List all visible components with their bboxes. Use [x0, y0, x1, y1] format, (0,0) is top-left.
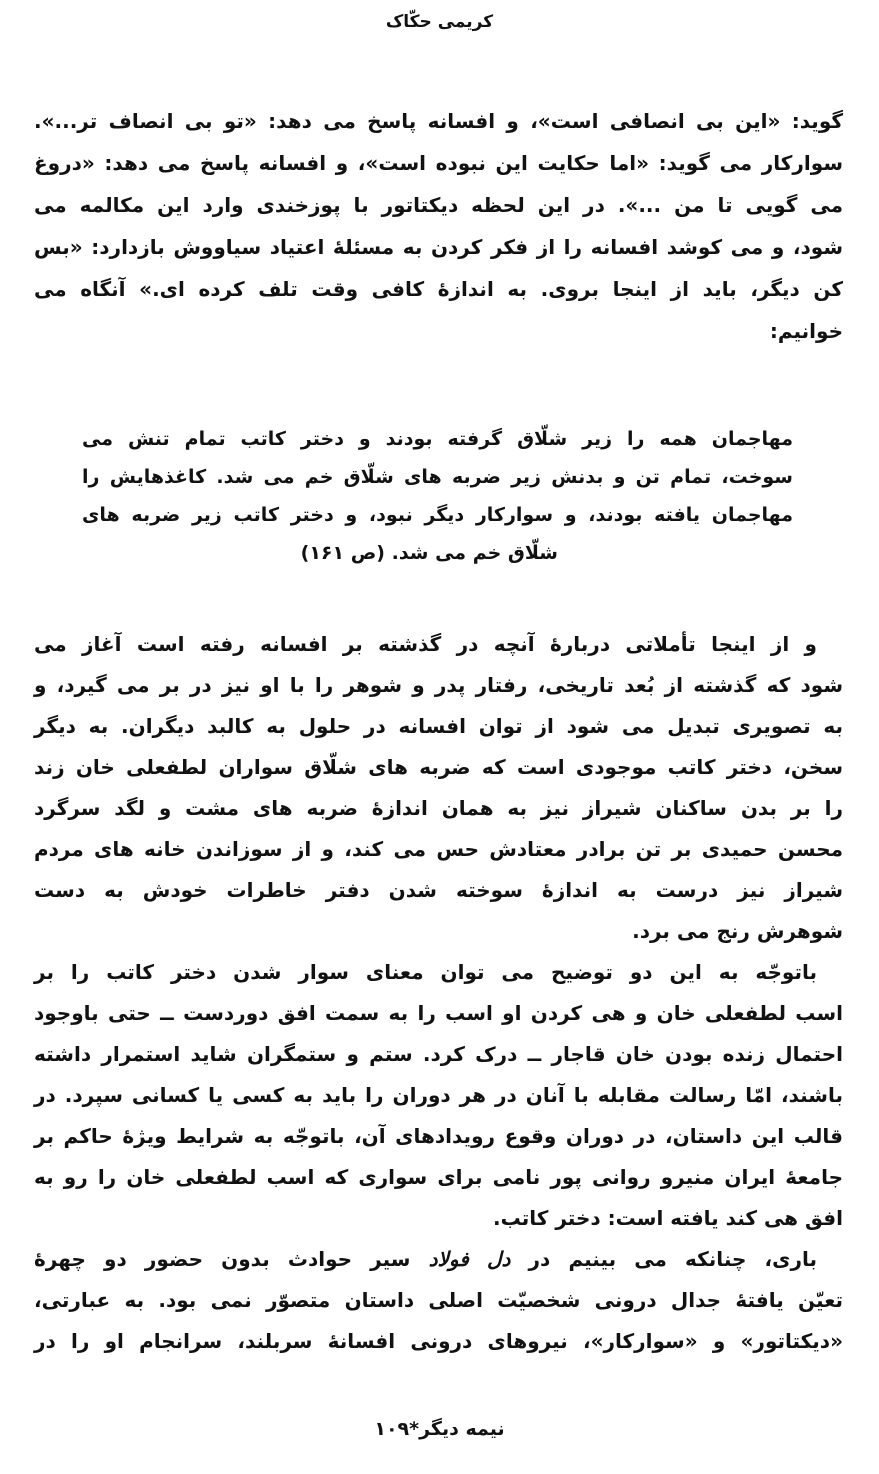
text-line: و از اینجا تأملاتی دربارهٔ آنچه در گذشته بر افسانه رفته است آغاز می [34, 632, 817, 656]
text-line: شیراز نیز درست به اندازهٔ سوخته شدن دفتر خاطرات خودش به دست [34, 878, 843, 902]
paragraph-4 [34, 1239, 843, 1362]
text-line: احتمال زنده بودن خان قاجار ــ درک کرد. ستم و ستمگران شاید استمرار داشته [34, 1042, 843, 1066]
text-line: سوارکار می گوید: «اما حکایت این نبوده است»، و افسانه پاسخ می دهد: «دروغ [34, 151, 843, 175]
text-line: خوانیم: [769, 319, 843, 343]
journal-footer-page-number: نیمه دیگر*۱۰۹ [374, 1418, 505, 1440]
paragraph-1 [34, 100, 843, 352]
text-line: شود که گذشته از بُعد تاریخی، رفتار پدر و شوهر را با او نیز در بر می گیرد، و [34, 673, 843, 697]
text-line: «دیکتاتور» و «سوارکار»، نیروهای درونی افسانهٔ سربلند، سرانجام او را در [34, 1329, 843, 1353]
text-line: سخن، دختر کاتب موجودی است که ضربه های شلّاق سواران لطفعلی خان زند [34, 755, 843, 779]
text-line: باتوجّه به این دو توضیح می توان معنای سوار شدن دختر کاتب را بر [34, 960, 817, 984]
text-line: به تصویری تبدیل می شود از توان افسانه در حلول به کالبد دیگران. به دیگر [34, 714, 843, 738]
text-line: اسب لطفعلی خان و هی کردن او اسب را به سمت افق دوردست ــ حتی باوجود [34, 1001, 843, 1025]
text-line: کن دیگر، باید از اینجا بروی. به اندازهٔ کافی وقت تلف کرده ای.» آنگاه می [34, 277, 843, 301]
text-line: تعیّن یافتهٔ جدال درونی شخصیّت اصلی داستان متصوّر نمی بود. به عبارتی، [34, 1288, 843, 1312]
quote-citation-line: شلّاق خم می شد. (ص ۱۶۱) [300, 542, 558, 564]
text-line: قالب این داستان، در دوران وقوع رویدادهای آن، باتوجّه به شرایط ویژهٔ حاکم بر [34, 1124, 843, 1148]
running-head-author: کریمی حکّاک [385, 12, 494, 32]
quote-line: سوخت، تمام تن و بدنش زیر ضربه های شلّاق خم می شد. کاغذهایش را [82, 466, 793, 488]
text-segment: سیر حوادث بدون حضور دو چهرهٔ [34, 1247, 429, 1271]
quote-line: مهاجمان یافته بودند، و سوارکار دیگر نبود، و دختر کاتب زیر ضربه های [82, 504, 793, 526]
text-line: محسن حمیدی بر تن برادر معتادش حس می کند، و از سوزاندن خانه های مردم [34, 837, 843, 861]
text-line [34, 1239, 843, 1280]
text-line: شود، و می کوشد افسانه را از فکر کردن به مسئلهٔ اعتیاد سیاووش بازدارد: «بس [34, 235, 843, 259]
paragraph-3 [34, 952, 843, 1239]
text-line: را بر بدن ساکنان شیراز نیز به همان اندازهٔ ضربه های مشت و لگد سرگرد [34, 796, 843, 820]
text-line: باشند، امّا رسالت مقابله با آنان در هر دوران را باید به کسی یا کسانی سپرد. در [34, 1083, 843, 1107]
quote-line: مهاجمان همه را زیر شلّاق گرفته بودند و دختر کاتب تمام تنش می [82, 428, 793, 450]
book-title-italic: دل فولاد [428, 1247, 511, 1271]
text-line: می گویی تا من ...». در این لحظه دیکتاتور با پوزخندی وارد این مکالمه می [34, 193, 843, 217]
text-line: جامعهٔ ایران منیرو روانی پور نامی برای سواری که اسب لطفعلی خان را رو به [34, 1165, 843, 1189]
text-line: افق هی کند یافته است: دختر کاتب. [492, 1206, 843, 1230]
text-segment: باری، چنانکه می بینیم در [510, 1247, 817, 1271]
text-line: گوید: «این بی انصافی است»، و افسانه پاسخ می دهد: «تو بی انصاف تر...». [34, 109, 843, 133]
paragraph-2 [34, 624, 843, 952]
main-text-column [34, 100, 843, 1362]
blockquote-excerpt [82, 420, 793, 572]
text-line: شوهرش رنج می برد. [632, 919, 843, 943]
